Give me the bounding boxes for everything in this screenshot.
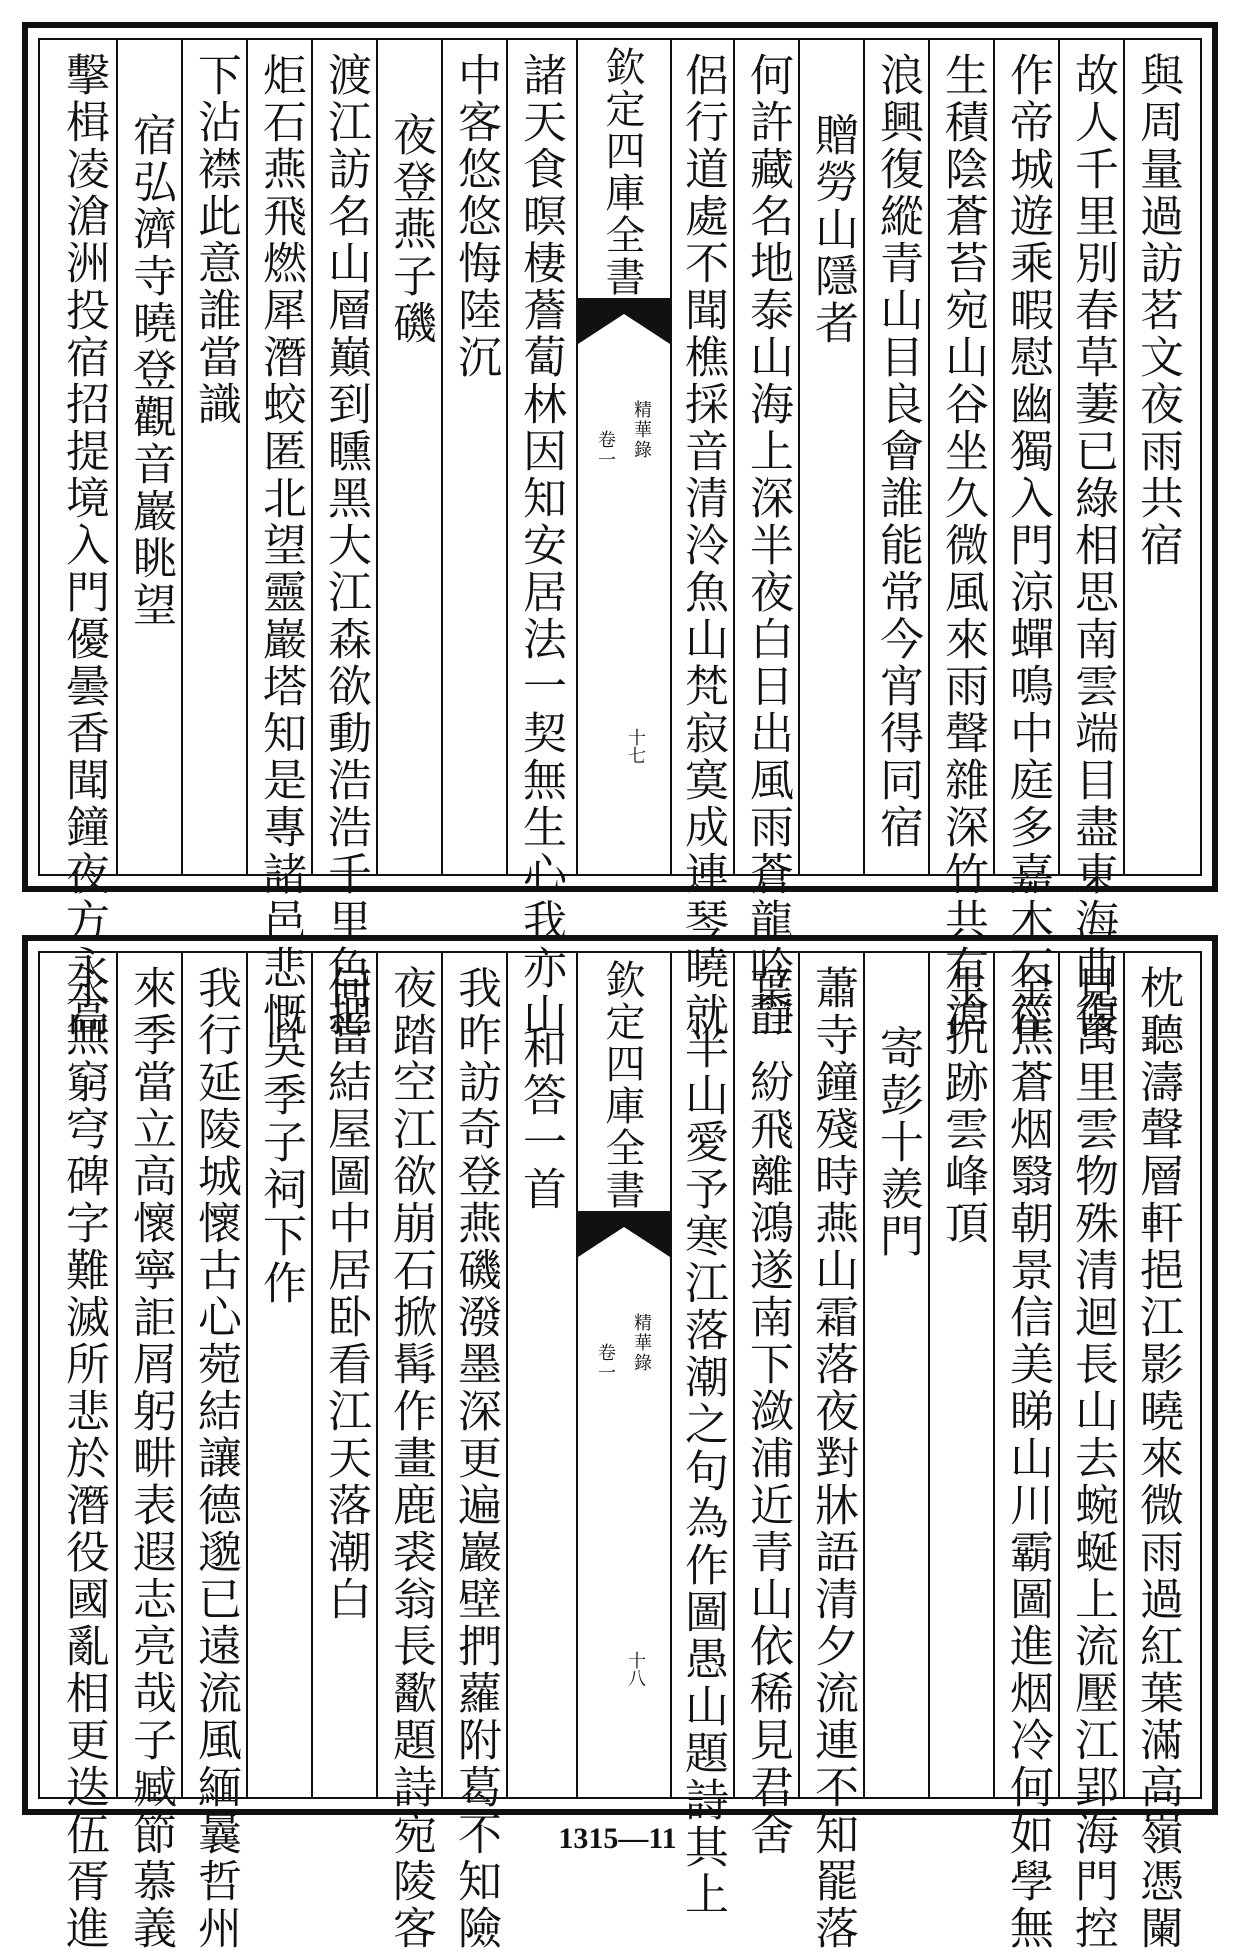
strip-page-number: 十八	[625, 1651, 646, 1687]
text-column: 下沾襟此意誰當識	[190, 52, 241, 428]
poem-title: 贈勞山隱者	[807, 112, 858, 347]
text-column: 永無窮穹碑字難滅所悲於潛役國亂相更迭伍胥進	[58, 965, 109, 1952]
column-rule	[993, 40, 995, 874]
text-column: 諸天食暝棲薝蔔林因知安居法一契無生心我亦山	[515, 52, 566, 1039]
text-column: 夜踏空江欲崩石掀髯作畫鹿裘翁長歠題詩宛陵客	[385, 965, 436, 1952]
column-rule	[1058, 40, 1060, 874]
column-rule	[928, 40, 930, 874]
text-column: 中客悠悠悔陸沉	[450, 52, 501, 381]
column-rule	[928, 953, 930, 1797]
column-rule	[246, 40, 248, 874]
column-rule	[246, 953, 248, 1797]
column-rule	[376, 40, 378, 874]
text-column: 葉一紛飛離鴻遂南下潋浦近青山依稀見君舍	[742, 965, 793, 1858]
text-column: 浪興復縱青山目良會誰能常今宵得同宿	[872, 52, 923, 851]
center-strip	[576, 40, 672, 874]
column-rule	[311, 953, 313, 1797]
column-rule	[798, 40, 800, 874]
text-column: 炬石燕飛燃犀潛蛟匿北望靈巖塔知是專諸邑悲慨	[255, 52, 306, 1039]
strip-page-number: 十七	[625, 728, 646, 764]
poem-title: 吳季子祠下作	[255, 1025, 306, 1307]
top-page-frame	[22, 22, 1218, 1039]
text-column: 生抗跡雲峰頂	[937, 965, 988, 1247]
poem-title: 夜登燕子磯	[385, 112, 436, 347]
text-column: 故人千里別春草萋已綠相思南雲端目盡東海曲復	[1067, 52, 1118, 1039]
text-column: 我昨訪奇登燕磯潑墨深更遍巖壁捫蘿附葛不知險	[450, 965, 501, 1952]
text-column: 何許藏名地泰山海上深半夜白日出風雨蒼龍吟靜	[742, 52, 793, 1039]
column-rule	[506, 953, 508, 1797]
text-column: 生積陰蒼苔宛山谷坐久微風來雨聲雜深竹共有滄	[937, 52, 988, 1039]
fishtail-icon	[578, 1211, 670, 1257]
text-column: 金焦蒼烟翳朝景信美睇山川霸圖進烟冷何如學無	[1002, 965, 1053, 1952]
column-rule	[798, 953, 800, 1797]
column-rule	[311, 40, 313, 874]
column-rule	[181, 40, 183, 874]
strip-book-title: 精華錄	[631, 1313, 652, 1373]
column-rule	[1058, 953, 1060, 1797]
column-rule	[993, 953, 995, 1797]
column-rule	[116, 953, 118, 1797]
text-column: 來季當立高懷寧詎屑躬畊表遐志亮哉子臧節慕義	[125, 965, 176, 1952]
poem-title: 半山愛予寒江落潮之句為作圖愚山題詩其上	[677, 1025, 728, 1918]
fishtail-icon	[578, 298, 670, 344]
strip-book-title: 精華錄	[631, 400, 652, 460]
strip-title: 欽定四庫全書	[599, 46, 645, 298]
column-rule	[863, 953, 865, 1797]
column-rule	[733, 40, 735, 874]
column-rule	[181, 953, 183, 1797]
column-rule	[1123, 953, 1125, 1797]
poem-title: 寄彭十羨門	[872, 1025, 923, 1260]
center-strip	[576, 953, 672, 1797]
text-column: 我行延陵城懷古心菀結讓德邈已遠流風緬曩哲州	[190, 965, 241, 1952]
reel-page-number: 1315—11	[558, 1822, 677, 1855]
text-column: 擊楫凌滄洲投宿招提境入門優曇香聞鐘夜方永高	[58, 52, 109, 1039]
column-rule	[1123, 40, 1125, 874]
text-column: 見萬里雲物殊清迴長山去蜿蜒上流壓江郢海門控	[1067, 965, 1118, 1952]
text-column: 蕭寺鐘殘時燕山霜落夜對牀語清夕流連不知罷落	[807, 965, 858, 1952]
text-column: 侶行道處不聞樵採音清泠魚山梵寂寞成連琴曉就	[677, 52, 728, 1039]
top-page-inner-border	[38, 38, 1202, 1039]
column-rule	[116, 40, 118, 874]
strip-title: 欽定四庫全書	[599, 959, 645, 1211]
strip-volume: 卷一	[595, 430, 616, 470]
column-rule	[441, 40, 443, 874]
text-column: 與周量過訪茗文夜雨共宿	[1132, 52, 1183, 569]
column-rule	[376, 953, 378, 1797]
column-rule	[506, 40, 508, 874]
strip-volume: 卷一	[595, 1343, 616, 1383]
text-column: 何當結屋圖中居卧看江天落潮白	[320, 965, 371, 1623]
column-rule	[733, 953, 735, 1797]
text-column: 作帝城遊乘暇慰幽獨入門涼蟬鳴中庭多嘉木石徑	[1002, 52, 1053, 1039]
text-column: 渡江訪名山層巔到矄黑大江森欲動浩浩千里色把	[320, 52, 371, 1039]
column-rule	[863, 40, 865, 874]
poem-title: 宿弘濟寺曉登觀音巖眺望	[125, 112, 176, 629]
column-rule	[441, 953, 443, 1797]
poem-title: 和答一首	[515, 1025, 566, 1213]
text-column: 枕聽濤聲層軒挹江影曉來微雨過紅葉滿高嶺憑闌	[1132, 965, 1183, 1952]
